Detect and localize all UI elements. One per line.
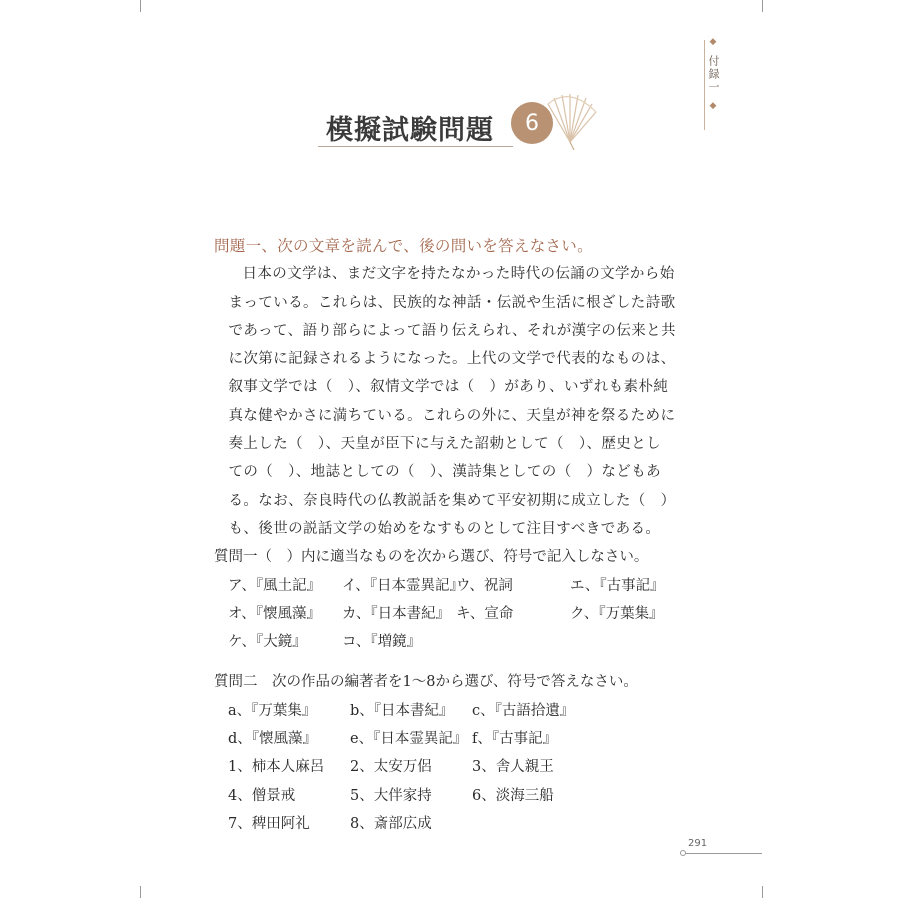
passage-line: まっている。これらは、民族的な神話・伝説や生活に根ざした詩歌 — [228, 294, 676, 311]
passage-line: に次第に記録されるようになった。上代の文学で代表的なものは、 — [228, 351, 676, 368]
author-item: 1、柿本人麻呂 — [228, 759, 325, 776]
reading-passage — [214, 260, 684, 543]
passage-line: 真な健やかさに満ちている。これらの外に、天皇が神を祭るために — [228, 407, 676, 424]
exam-number-badge: 6 — [511, 102, 553, 144]
work-item: e、『日本霊異記』 — [350, 731, 468, 748]
work-row — [228, 725, 684, 753]
author-item: 7、稗田阿礼 — [228, 815, 310, 832]
passage-line: ての（ ）、地誌としての（ ）、漢詩集としての（ ）などもあ — [228, 464, 661, 481]
author-item: 6、淡海三船 — [472, 787, 554, 804]
work-item: f、『古事記』 — [472, 731, 558, 748]
work-item: b、『日本書紀』 — [350, 702, 454, 719]
crop-mark — [140, 0, 141, 12]
author-item: 3、舎人親王 — [472, 759, 554, 776]
passage-line: る。なお、奈良時代の仏教説話を集めて平安初期に成立した（ ） — [228, 492, 676, 509]
main-content — [214, 232, 684, 838]
footer-rule — [684, 853, 762, 854]
choice-item: キ、宣命 — [456, 605, 514, 622]
choice-item: コ、『増鏡』 — [342, 634, 422, 651]
choice-item: ア、『風土記』 — [228, 577, 322, 594]
author-item: 2、太安万侶 — [350, 759, 432, 776]
choice-item: ケ、『大鏡』 — [228, 634, 307, 651]
choice-row — [228, 572, 684, 600]
work-item: a、『万葉集』 — [228, 702, 317, 719]
passage-line: 日本の文学は、まだ文字を持たなかった時代の伝誦の文学から始 — [242, 266, 675, 283]
sub-question-1-choices — [214, 572, 684, 657]
work-item: d、『懐風藻』 — [228, 731, 318, 748]
title-underline — [318, 146, 513, 147]
sub-question-2-works — [214, 697, 684, 754]
diamond-ornament-icon: ◆ — [709, 37, 717, 47]
passage-line: 叙事文学では（ ）、叙情文学では（ ）があり、いずれも素朴純 — [228, 379, 669, 396]
choice-row — [228, 600, 684, 628]
author-item: 8、斎部広成 — [350, 815, 432, 832]
author-row — [228, 782, 684, 810]
choice-item: カ、『日本書紀』 — [342, 605, 451, 622]
choice-item: イ、『日本霊異記』 — [342, 577, 464, 594]
passage-line: も、後世の説話文学の始めをなすものとして注目すべきである。 — [228, 520, 661, 537]
passage-line: 奏上した（ ）、天皇が臣下に与えた詔勅として（ ）、歴史とし — [228, 436, 661, 453]
author-item: 4、僧景戒 — [228, 787, 296, 804]
work-row — [228, 697, 684, 725]
crop-mark — [762, 0, 763, 12]
running-head-label: 付録一 — [707, 55, 720, 94]
sub-question-1-prompt: 質問一（ ）内に適当なものを次から選び、符号で記入しなさい。 — [214, 549, 649, 566]
question-heading: 問題一、次の文章を読んで、後の問いを答えなさい。 — [214, 237, 593, 255]
author-row — [228, 810, 684, 838]
title-text: 模擬試験問題 — [326, 115, 494, 146]
choice-item: オ、『懐風藻』 — [228, 605, 321, 622]
running-head — [696, 38, 730, 138]
page-number: 291 — [688, 838, 708, 849]
choice-row — [228, 628, 684, 656]
diamond-ornament-icon: ◆ — [709, 101, 717, 111]
sub-question-2-authors — [214, 753, 684, 838]
choice-item: エ、『古事記』 — [570, 577, 665, 594]
work-item: c、『古語拾遺』 — [472, 702, 575, 719]
choice-item: ウ、祝詞 — [456, 577, 513, 594]
author-row — [228, 753, 684, 781]
chapter-title — [318, 96, 588, 160]
footer-circle-ornament-icon — [680, 850, 686, 856]
choice-item: ク、『万葉集』 — [570, 605, 664, 622]
crop-mark — [140, 886, 141, 898]
sub-question-2-prompt: 質問二 次の作品の編著者を1～8から選び、符号で答えなさい。 — [214, 674, 638, 691]
author-item: 5、大伴家持 — [350, 787, 432, 804]
passage-line: であって、語り部らによって語り伝えられ、それが漢字の伝来と共 — [228, 322, 676, 339]
crop-mark — [762, 886, 763, 898]
